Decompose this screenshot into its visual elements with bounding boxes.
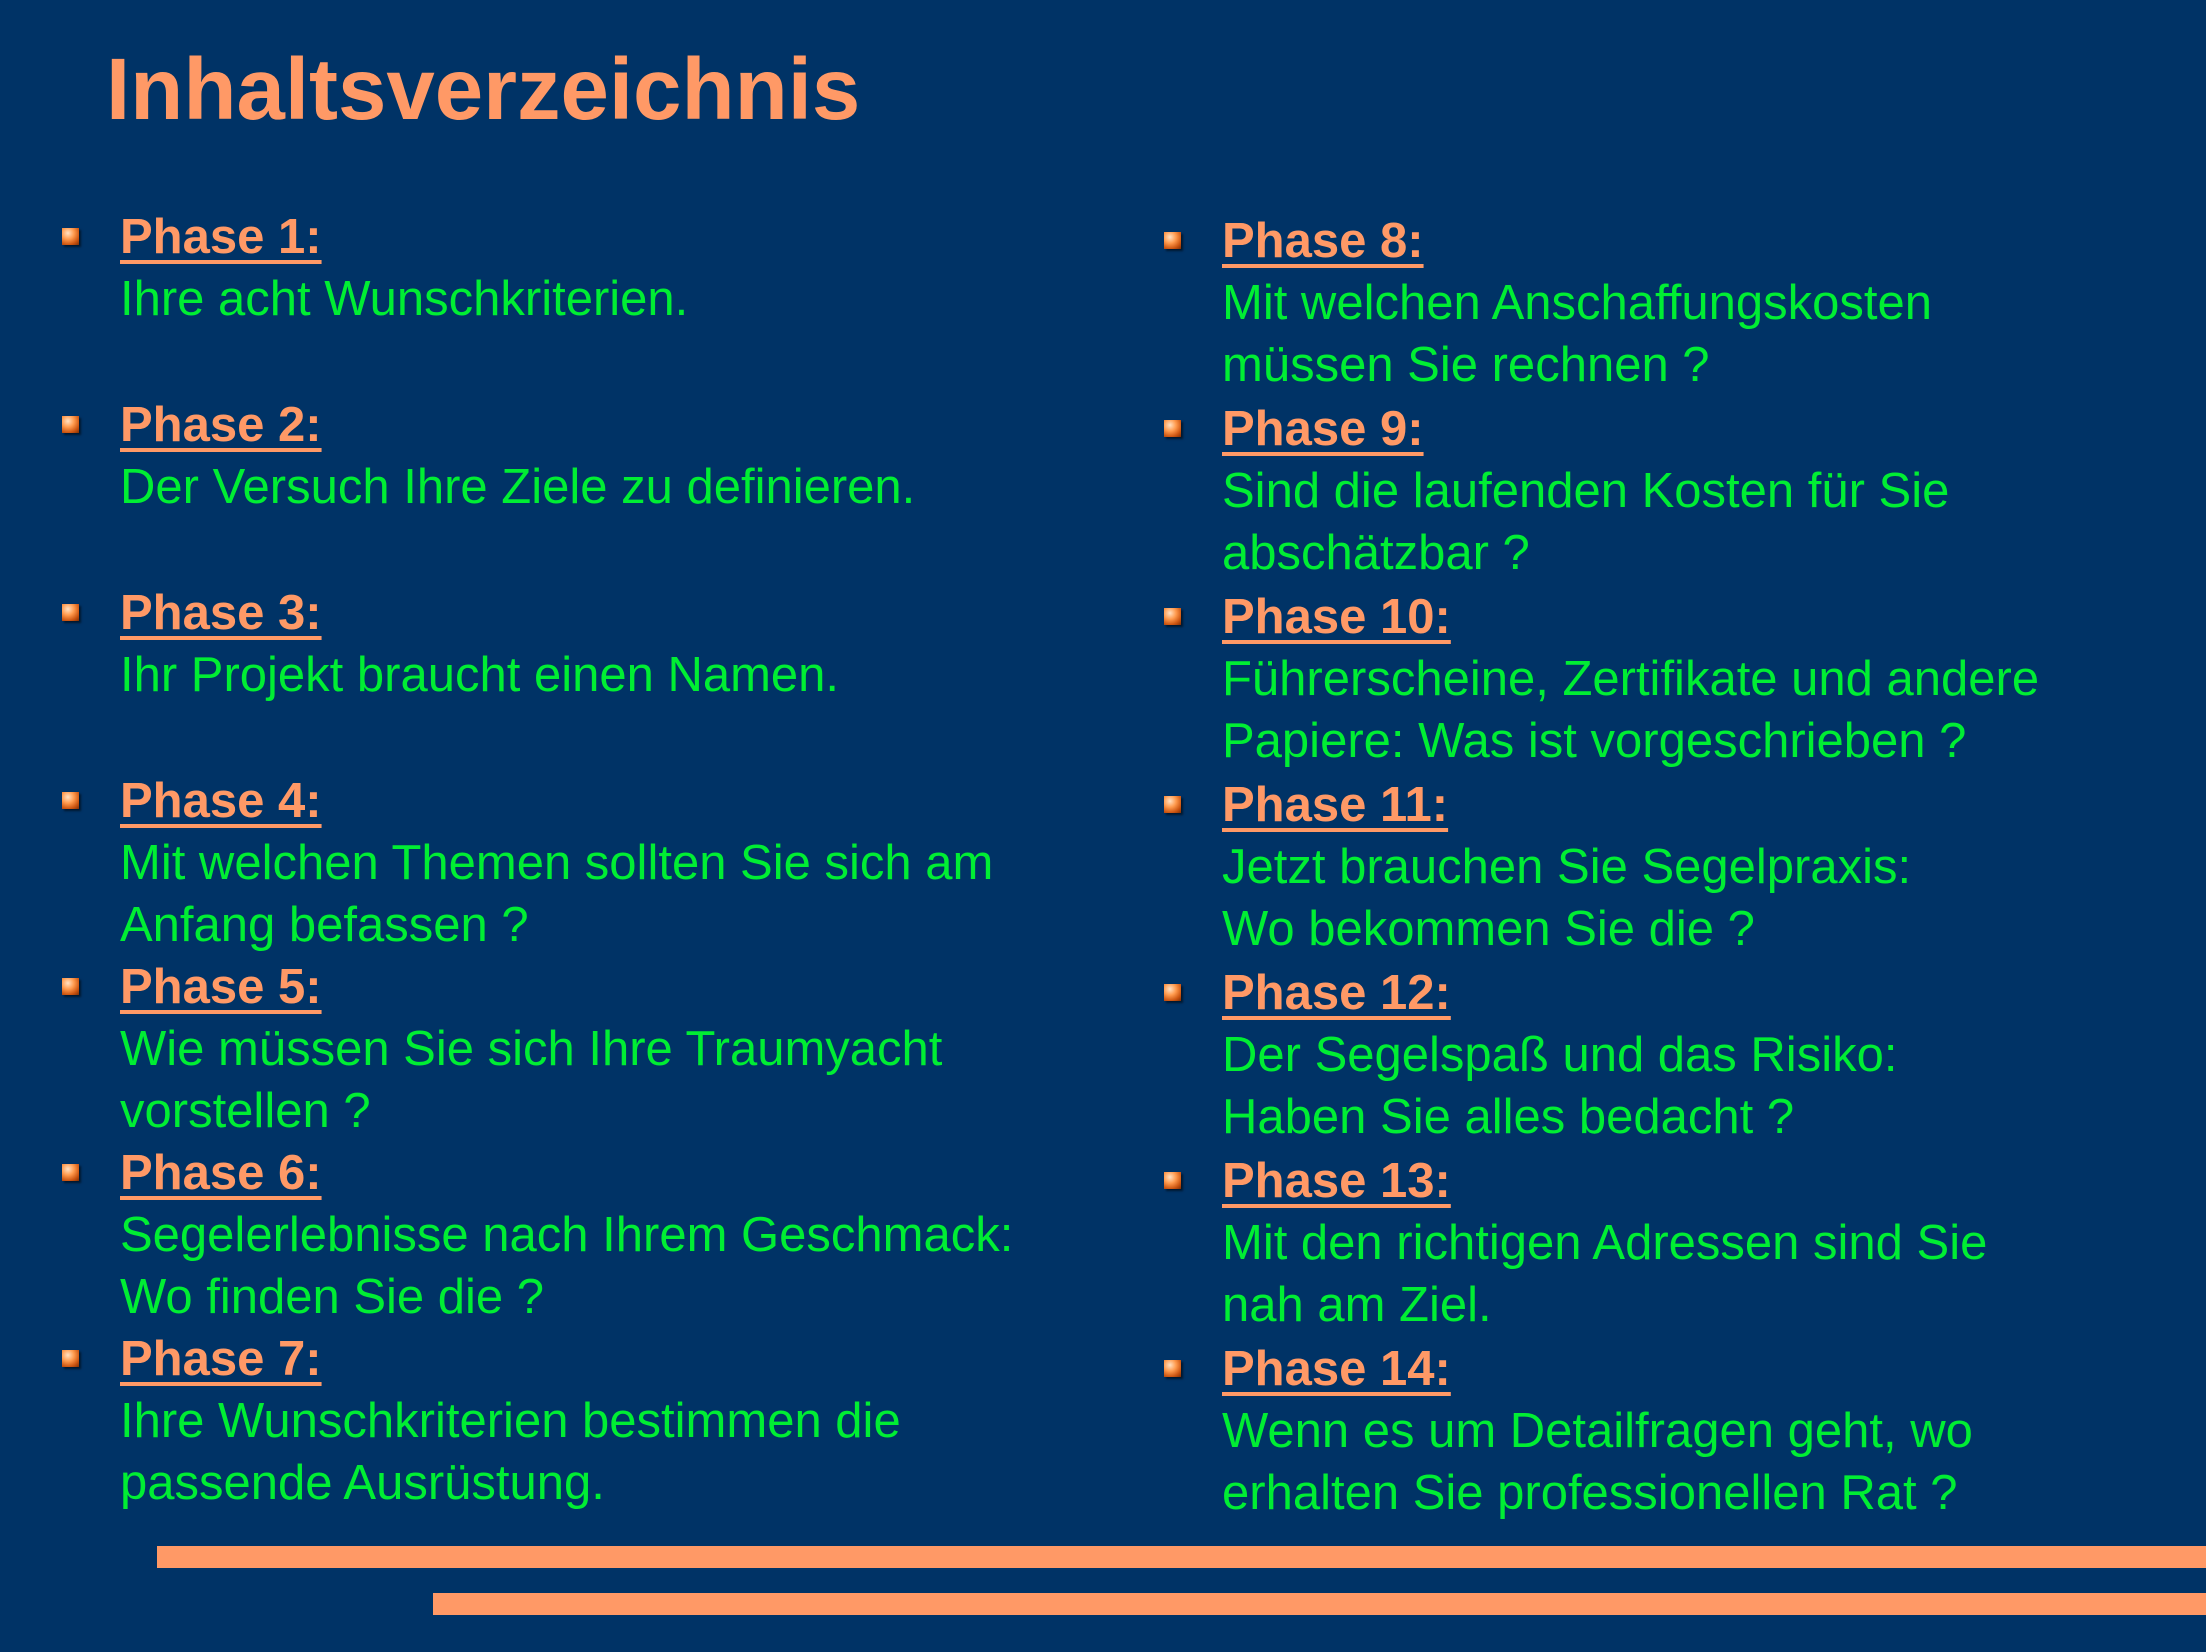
orange-square-bullet-icon [1164, 796, 1181, 813]
phase-link[interactable]: Phase 8: [1222, 214, 1424, 268]
phase-description: Ihr Projekt braucht einen Namen. [120, 648, 840, 702]
phase-description: Segelerlebnisse nach Ihrem Geschmack: Wo finden Sie die ? [120, 1208, 1014, 1324]
toc-item-phase-12 [1164, 962, 2194, 1150]
phase-link[interactable]: Phase 12: [1222, 966, 1451, 1020]
phase-description: Mit den richtigen Adressen sind Sie nah am Ziel. [1222, 1216, 1988, 1332]
orange-square-bullet-icon [1164, 1172, 1181, 1189]
phase-description: Mit welchen Themen sollten Sie sich am Anfang befassen ? [120, 836, 994, 952]
phase-link[interactable]: Phase 14: [1222, 1342, 1451, 1396]
toc-item-phase-7 [62, 1328, 1172, 1514]
orange-square-bullet-icon [1164, 984, 1181, 1001]
orange-square-bullet-icon [62, 1350, 79, 1367]
slide-title: Inhaltsverzeichnis [106, 41, 861, 138]
orange-square-bullet-icon [62, 604, 79, 621]
toc-item-phase-5 [62, 956, 1172, 1142]
toc-item-phase-3 [62, 582, 1172, 770]
toc-item-phase-10 [1164, 586, 2194, 774]
phase-link[interactable]: Phase 1: [120, 210, 322, 264]
phase-description: Wenn es um Detailfragen geht, wo erhalten Sie professionellen Rat ? [1222, 1404, 1973, 1520]
phase-link[interactable]: Phase 9: [1222, 402, 1424, 456]
phase-description: Der Segelspaß und das Risiko: Haben Sie alles bedacht ? [1222, 1028, 1898, 1144]
phase-description: Jetzt brauchen Sie Segelpraxis: Wo bekommen Sie die ? [1222, 840, 1912, 956]
phase-description: Ihre acht Wunschkriterien. [120, 272, 689, 326]
orange-square-bullet-icon [62, 792, 79, 809]
orange-square-bullet-icon [62, 416, 79, 433]
orange-square-bullet-icon [1164, 232, 1181, 249]
toc-item-phase-8 [1164, 210, 2194, 398]
phase-description: Führerscheine, Zertifikate und andere Papiere: Was ist vorgeschrieben ? [1222, 652, 2040, 768]
phase-link[interactable]: Phase 13: [1222, 1154, 1451, 1208]
decorative-stripe-lower [433, 1593, 2206, 1615]
phase-link[interactable]: Phase 11: [1222, 778, 1449, 832]
toc-left-column [62, 206, 1172, 1514]
toc-item-phase-9 [1164, 398, 2194, 586]
toc-item-phase-11 [1164, 774, 2194, 962]
orange-square-bullet-icon [62, 1164, 79, 1181]
orange-square-bullet-icon [62, 978, 79, 995]
toc-item-phase-14 [1164, 1338, 2194, 1526]
toc-item-phase-6 [62, 1142, 1172, 1328]
toc-item-phase-1 [62, 206, 1172, 394]
phase-link[interactable]: Phase 10: [1222, 590, 1451, 644]
orange-square-bullet-icon [1164, 608, 1181, 625]
phase-link[interactable]: Phase 6: [120, 1146, 322, 1200]
phase-link[interactable]: Phase 5: [120, 960, 322, 1014]
orange-square-bullet-icon [1164, 420, 1181, 437]
toc-item-phase-4 [62, 770, 1172, 956]
toc-item-phase-2 [62, 394, 1172, 582]
phase-description: Sind die laufenden Kosten für Sie abschätzbar ? [1222, 464, 1950, 580]
phase-description: Der Versuch Ihre Ziele zu definieren. [120, 460, 916, 514]
orange-square-bullet-icon [1164, 1360, 1181, 1377]
decorative-stripe-upper [157, 1546, 2206, 1568]
phase-link[interactable]: Phase 2: [120, 398, 322, 452]
toc-right-column [1164, 210, 2194, 1526]
phase-link[interactable]: Phase 7: [120, 1332, 322, 1386]
phase-description: Wie müssen Sie sich Ihre Traumyacht vorstellen ? [120, 1022, 943, 1138]
phase-description: Ihre Wunschkriterien bestimmen die passende Ausrüstung. [120, 1394, 901, 1510]
toc-item-phase-13 [1164, 1150, 2194, 1338]
phase-link[interactable]: Phase 4: [120, 774, 322, 828]
phase-description: Mit welchen Anschaffungskosten müssen Sie rechnen ? [1222, 276, 1933, 392]
phase-link[interactable]: Phase 3: [120, 586, 322, 640]
orange-square-bullet-icon [62, 228, 79, 245]
